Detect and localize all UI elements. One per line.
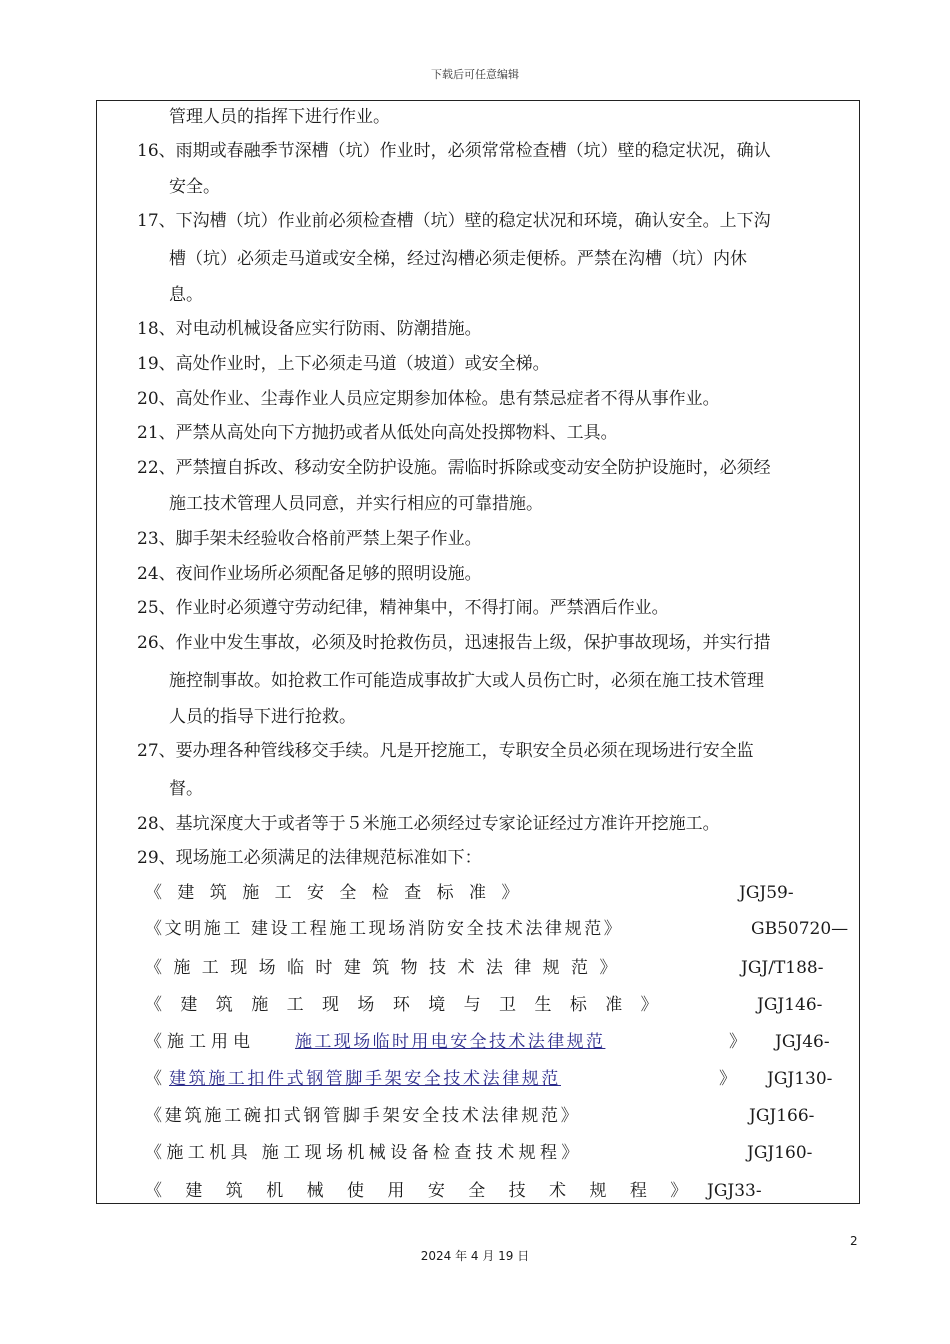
item-25: 25、作业时必须遵守劳动纪律，精神集中，不得打闹。严禁酒后作业。 <box>137 598 669 618</box>
standard-title: 《 建 筑 机 械 使 用 安 全 技 术 规 程 》 <box>145 1181 697 1201</box>
item-27: 27、要办理各种管线移交手续。凡是开挖施工，专职安全员必须在现场进行安全监 <box>137 741 754 761</box>
standard-title: 《施工机具 施工现场机械设备检查技术规程》 <box>145 1143 583 1163</box>
footer-date: 2024 年 4 月 19 日 <box>420 1249 530 1263</box>
standard-title: 《建筑施工碗扣式钢管脚手架安全技术法律规范》 <box>145 1106 581 1126</box>
standard-title: 《文明施工 建设工程施工现场消防安全技术法律规范》 <box>145 919 624 939</box>
item-17-continuation: 槽（坑）必须走马道或安全梯，经过沟槽必须走便桥。严禁在沟槽（坑）内休 <box>169 249 747 269</box>
standard-link[interactable]: 建筑施工扣件式钢管脚手架安全技术法律规范 <box>169 1069 561 1089</box>
standard-code: JGJ160- <box>747 1143 813 1163</box>
item-16: 16、雨期或春融季节深槽（坑）作业时，必须常常检查槽（坑）壁的稳定状况，确认 <box>137 141 771 161</box>
standard-row <box>145 919 849 939</box>
standard-code: JGJ/T188- <box>741 958 824 978</box>
page-number: 2 <box>850 1234 858 1248</box>
item-16-continuation: 安全。 <box>169 177 220 197</box>
standard-title-prefix: 《施工用电 <box>145 1032 255 1052</box>
standard-title-suffix: 》 <box>719 1069 736 1089</box>
item-19: 19、高处作业时，上下必须走马道（坡道）或安全梯。 <box>137 354 550 374</box>
item-29: 29、现场施工必须满足的法律规范标准如下： <box>137 848 482 868</box>
item-26-continuation: 施控制事故。如抢救工作可能造成事故扩大或人员伤亡时，必须在施工技术管理 <box>169 671 764 691</box>
item-23: 23、脚手架未经验收合格前严禁上架子作业。 <box>137 529 482 549</box>
item-26-continuation-2: 人员的指导下进行抢救。 <box>169 707 356 727</box>
item-20: 20、高处作业、尘毒作业人员应定期参加体检。患有禁忌症者不得从事作业。 <box>137 389 720 409</box>
standard-title: 《 建 筑 施 工 安 全 检 查 标 准 》 <box>145 883 524 903</box>
item-27-continuation: 督。 <box>169 779 203 799</box>
item-28: 28、基坑深度大于或者等于５米施工必须经过专家论证经过方准许开挖施工。 <box>137 814 720 834</box>
standard-row <box>145 1106 815 1126</box>
standard-title-prefix: 《 <box>145 1069 162 1089</box>
item-18: 18、对电动机械设备应实行防雨、防潮措施。 <box>137 319 482 339</box>
item-17: 17、下沟槽（坑）作业前必须检查槽（坑）壁的稳定状况和环境，确认安全。上下沟 <box>137 211 771 231</box>
standard-row <box>145 1032 830 1052</box>
standard-code: JGJ46- <box>775 1032 830 1052</box>
standard-title-suffix: 》 <box>729 1032 746 1052</box>
item-22-continuation: 施工技术管理人员同意，并实行相应的可靠措施。 <box>169 494 543 514</box>
standard-row <box>145 995 823 1015</box>
standard-code: JGJ130- <box>767 1069 833 1089</box>
standard-title: 《 建 筑 施 工 现 场 环 境 与 卫 生 标 准 》 <box>145 995 665 1015</box>
standard-row <box>145 1143 813 1163</box>
standard-title: 《 施 工 现 场 临 时 建 筑 物 技 术 法 律 规 范 》 <box>145 958 620 978</box>
standard-row <box>145 1069 833 1089</box>
standard-code: JGJ146- <box>757 995 823 1015</box>
standard-code: JGJ33- <box>707 1181 762 1201</box>
standard-row <box>145 1181 762 1201</box>
content-frame <box>96 100 860 1204</box>
item-21: 21、严禁从高处向下方抛扔或者从低处向高处投掷物料、工具。 <box>137 423 618 443</box>
item-22: 22、严禁擅自拆改、移动安全防护设施。需临时拆除或变动安全防护设施时，必须经 <box>137 458 771 478</box>
standard-row <box>145 883 794 903</box>
standard-code: GB50720— <box>751 919 849 939</box>
header-note: 下载后可任意编辑 <box>431 68 519 81</box>
standard-row <box>145 958 824 978</box>
item-17-continuation-2: 息。 <box>169 285 203 305</box>
item-15-continuation: 管理人员的指挥下进行作业。 <box>169 107 390 127</box>
item-24: 24、夜间作业场所必须配备足够的照明设施。 <box>137 564 482 584</box>
item-26: 26、作业中发生事故，必须及时抢救伤员，迅速报告上级，保护事故现场，并实行措 <box>137 633 771 653</box>
standard-code: JGJ166- <box>749 1106 815 1126</box>
standard-link[interactable]: 施工现场临时用电安全技术法律规范 <box>295 1032 606 1052</box>
standard-code: JGJ59- <box>739 883 794 903</box>
